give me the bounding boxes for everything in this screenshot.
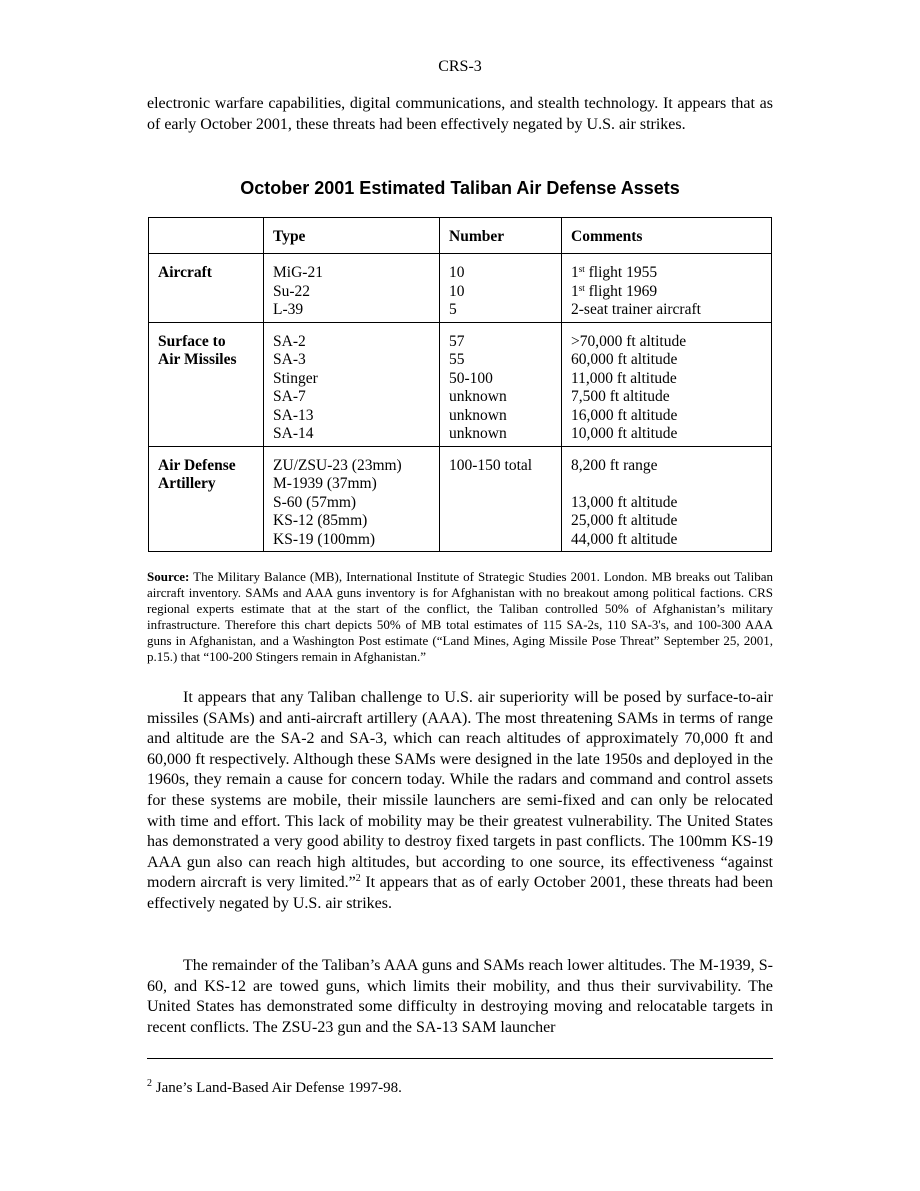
comment-text-end: flight 1969: [584, 282, 658, 300]
number-value: 5: [449, 301, 457, 318]
table-header-row: [149, 218, 772, 254]
comments-cell: [562, 446, 772, 552]
comment-text: 10,000 ft altitude: [571, 425, 678, 442]
source-note: [147, 569, 773, 665]
type-value: KS-12 (85mm): [273, 512, 368, 529]
type-cell: [264, 446, 440, 552]
source-text: The Military Balance (MB), International Institute of Strategic Studies 2001. London. MB breaks out Taliban aircraft inventory. SAMs and AAA guns inventory is for Afghanistan with no breakout among political factions. CRS regional experts estimate that at the start of the conflict, the Taliban controlled 50% of Afghanistan’s military infrastructure. Therefore this chart depicts 50% of MB total estimates of 115 SA-2s, 110 SA-3's, and 100-300 AAA guns in Afghanistan, and a Washington Post estimate (“Land Mines, Aging Missile Pose Threat” September 25, 2001, p.15.) that “100-200 Stingers remain in Afghanistan.”: [147, 569, 773, 664]
ordinal-suffix: st: [578, 282, 585, 293]
type-cell: [264, 254, 440, 323]
comment-text: 7,500 ft altitude: [571, 388, 670, 405]
category-cell: [149, 254, 264, 323]
number-value: 10: [449, 264, 465, 281]
type-value: SA-2: [273, 332, 306, 350]
type-value: Stinger: [273, 369, 318, 387]
comment-text: 44,000 ft altitude: [571, 530, 678, 548]
category-label: Air Defense: [158, 456, 236, 474]
header-cell-category: [149, 218, 264, 254]
intro-paragraph: electronic warfare capabilities, digital communications, and stealth technology. It appears that as of early October 2001, these threats had been effectively negated by U.S. air strikes.: [147, 95, 773, 133]
comments-cell: [562, 254, 772, 323]
comment-text: 2-seat trainer aircraft: [571, 301, 701, 318]
type-value: KS-19 (100mm): [273, 530, 376, 548]
number-value: 50-100: [449, 369, 493, 387]
footnote-divider: [147, 1058, 773, 1059]
table-title: October 2001 Estimated Taliban Air Defense Assets: [240, 178, 680, 198]
table-row: [149, 254, 772, 323]
comment-text-end: flight 1955: [584, 264, 658, 281]
number-value: 10: [449, 282, 465, 300]
header-cell-type: Type: [264, 218, 440, 254]
comment-text: 1: [571, 264, 579, 281]
footnote-text: Jane’s Land-Based Air Defense 1997-98.: [152, 1080, 402, 1096]
type-value: SA-13: [273, 406, 314, 424]
comment-value: [571, 388, 771, 407]
number-value: unknown: [449, 406, 507, 424]
category-label: Surface to: [158, 332, 226, 350]
number-value: 55: [449, 351, 465, 368]
comment-value: [571, 333, 771, 352]
header-cell-comments: Comments: [562, 218, 772, 254]
footnote-reference: 2: [355, 873, 361, 885]
page-header: CRS-3: [438, 58, 482, 75]
comment-value: [571, 283, 771, 302]
comment-value: [571, 370, 771, 389]
comment-value: [571, 457, 771, 476]
number-cell: [440, 322, 562, 446]
type-value: SA-7: [273, 388, 306, 405]
category-label: Air Missiles: [158, 351, 237, 368]
category-label: Artillery: [158, 475, 216, 492]
paragraph-3: The remainder of the Taliban’s AAA guns and SAMs reach lower altitudes. The M-1939, S-60, and KS-12 are towed guns, which limits their mobility, and thus their survivability. The United States has demonstrated some difficulty in destroying moving and relocatable targets in recent conflicts. The ZSU-23 gun and the SA-13 SAM launcher: [147, 957, 773, 1036]
comment-text: 25,000 ft altitude: [571, 512, 678, 529]
category-cell: [149, 446, 264, 552]
comments-cell: [562, 322, 772, 446]
type-value: S-60 (57mm): [273, 493, 357, 511]
comment-text: 8,200 ft range: [571, 456, 658, 474]
category-cell: [149, 322, 264, 446]
type-cell: [264, 322, 440, 446]
number-cell: [440, 254, 562, 323]
number-value: 57: [449, 332, 465, 350]
comment-value: [571, 425, 771, 444]
number-value: 100-150 total: [449, 456, 533, 474]
type-value: Su-22: [273, 282, 311, 300]
footnote-number: 2: [147, 1078, 152, 1089]
comment-value: [571, 264, 771, 283]
comment-text: 16,000 ft altitude: [571, 406, 678, 424]
comment-value: [571, 301, 771, 320]
footnote: [147, 1078, 773, 1098]
table-row: [149, 446, 772, 552]
paragraph-2: [147, 688, 773, 915]
comment-text: 13,000 ft altitude: [571, 493, 678, 511]
comment-text: 60,000 ft altitude: [571, 351, 678, 368]
number-value: unknown: [449, 425, 507, 442]
type-value: M-1939 (37mm): [273, 475, 377, 492]
source-label: Source:: [147, 569, 190, 584]
comment-value: [571, 531, 771, 550]
comment-text: 1: [571, 282, 579, 300]
comment-text: >70,000 ft altitude: [571, 332, 687, 350]
paragraph-2-text: It appears that any Taliban challenge to U.S. air superiority will be posed by surface-to-air missiles (SAMs) and anti-aircraft artillery (AAA). The most threatening SAMs in terms of range and altitude are the SA-2 and SA-3, which can reach altitudes of approximately 70,000 ft and 60,000 ft respectively. Although these SAMs were designed in the late 1950s and deployed in the 1960s, they remain a cause for concern today. While the radars and command and control assets for these systems are mobile, their missile launchers are semi-fixed and can only be relocated with time and effort. This lack of mobility may be their greatest vulnerability. The United States has demonstrated a very good ability to destroy fixed targets in past conflicts. The 100mm KS-19 AAA gun also can reach high altitudes, but according to one source, its effectiveness “against modern aircraft is very limited.”: [147, 689, 773, 892]
comment-value: [571, 512, 771, 531]
table-row: [149, 322, 772, 446]
number-cell: [440, 446, 562, 552]
type-value: ZU/ZSU-23 (23mm): [273, 456, 402, 474]
type-value: L-39: [273, 301, 304, 318]
paragraph-2-text-end: It appears that as of early October 2001, these threats had been effectively negated by U.S. air strikes.: [147, 874, 773, 912]
number-value: unknown: [449, 388, 507, 405]
comment-value: [571, 351, 771, 370]
header-cell-number: Number: [440, 218, 562, 254]
type-value: SA-14: [273, 425, 314, 442]
type-value: SA-3: [273, 351, 306, 368]
comment-value: [571, 494, 771, 513]
comment-value: [571, 475, 771, 494]
comment-value: [571, 407, 771, 426]
category-label: Aircraft: [158, 264, 212, 281]
ordinal-suffix: st: [578, 264, 585, 274]
type-value: MiG-21: [273, 264, 323, 281]
table-body: [149, 254, 772, 552]
comment-text: 11,000 ft altitude: [571, 369, 677, 387]
air-defense-table: [148, 217, 772, 552]
